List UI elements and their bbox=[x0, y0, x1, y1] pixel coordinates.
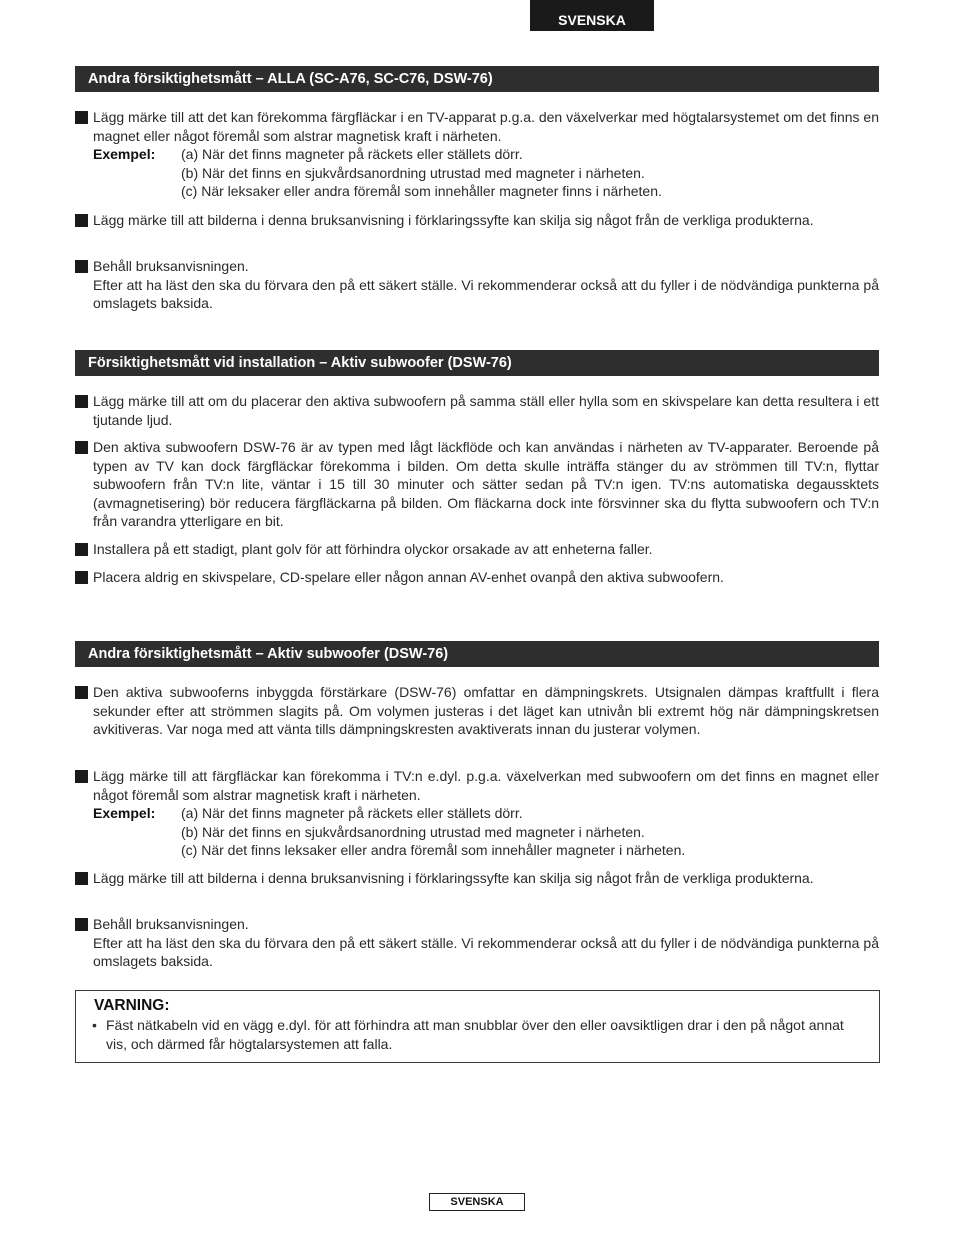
language-tab: SVENSKA bbox=[530, 0, 654, 31]
item-text: Den aktiva subwooferns inbyggda förstärkare (DSW-76) omfattar en dämpningskrets. Utsignalen dämpas kraftfullt i flera sekunder efter att strömmen slagits på. Om volymen justeras i det läget kan utnivån bli extremt hög när dämpningskretsen avkitiveras. Var noga med att vänta tills dämpningskresten avaktiverats innan du justerar volymen. bbox=[93, 684, 879, 738]
list-item bbox=[75, 540, 879, 559]
list-item bbox=[75, 683, 879, 739]
section-title-installation-precautions: Försiktighetsmått vid installation – Aktiv subwoofer (DSW-76) bbox=[75, 350, 879, 376]
example-line: (a) När det finns magneter på räckets eller ställets dörr. bbox=[181, 146, 523, 163]
item-text: Behåll bruksanvisningen. bbox=[93, 258, 249, 274]
list-item bbox=[75, 568, 879, 587]
item-text: Lägg märke till att om du placerar den aktiva subwoofern på samma ställ eller hylla som en skivspelare kan detta resultera i ett tjutande ljud. bbox=[93, 393, 879, 428]
list-item bbox=[75, 108, 879, 201]
list-item bbox=[75, 915, 879, 971]
warning-text: Fäst nätkabeln vid en vägg e.dyl. för att förhindra att man snubblar över den eller oavsiktligen drar i den på något annat vis, och därmed får högtalarsystemen att falla. bbox=[106, 1017, 844, 1052]
example-label: Exempel: bbox=[93, 146, 156, 163]
square-bullet-icon bbox=[75, 571, 88, 584]
bullet-dot-icon: • bbox=[92, 1017, 97, 1033]
list-item bbox=[75, 257, 879, 313]
square-bullet-icon bbox=[75, 543, 88, 556]
example-label: Exempel: bbox=[93, 805, 156, 822]
square-bullet-icon bbox=[75, 872, 88, 885]
example-block bbox=[93, 804, 879, 860]
warning-text-block bbox=[92, 1016, 864, 1053]
item-text: Placera aldrig en skivspelare, CD-spelare eller någon annan AV-enhet ovanpå den aktiva subwoofern. bbox=[93, 569, 724, 585]
item-text: Behåll bruksanvisningen. bbox=[93, 916, 249, 932]
item-subtext: Efter att ha läst den ska du förvara den på ett säkert ställe. Vi rekommenderar också att du fyller i de nödvändiga punkterna på omslagets baksida. bbox=[93, 276, 879, 312]
square-bullet-icon bbox=[75, 441, 88, 454]
list-item bbox=[75, 767, 879, 860]
square-bullet-icon bbox=[75, 770, 88, 783]
example-line: (b) När det finns en sjukvårdsanordning utrustad med magneter i närheten. bbox=[181, 164, 645, 181]
list-item bbox=[75, 392, 879, 429]
list-item bbox=[75, 869, 879, 888]
example-block bbox=[93, 145, 879, 201]
section-title-other-precautions-all: Andra försiktighetsmått – ALLA (SC-A76, SC-C76, DSW-76) bbox=[75, 66, 879, 92]
square-bullet-icon bbox=[75, 111, 88, 124]
example-line: (c) När det finns leksaker eller andra föremål som innehåller magneter i närheten. bbox=[181, 842, 686, 859]
square-bullet-icon bbox=[75, 918, 88, 931]
example-line: (a) När det finns magneter på räckets eller ställets dörr. bbox=[181, 805, 523, 822]
item-subtext: Efter att ha läst den ska du förvara den på ett säkert ställe. Vi rekommenderar också att du fyller i de nödvändiga punkterna på omslagets baksida. bbox=[93, 934, 879, 970]
list-item bbox=[75, 438, 879, 531]
warning-box bbox=[75, 990, 880, 1063]
square-bullet-icon bbox=[75, 260, 88, 273]
item-text: Lägg märke till att färgfläckar kan förekomma i TV:n e.dyl. p.g.a. växelverkan med subwoofern om det finns en magnet eller något föremål som alstrar magnetisk kraft i närheten. bbox=[93, 768, 879, 803]
section-title-other-precautions-subwoofer: Andra försiktighetsmått – Aktiv subwoofer (DSW-76) bbox=[75, 641, 879, 667]
square-bullet-icon bbox=[75, 686, 88, 699]
item-text: Lägg märke till att bilderna i denna bruksanvisning i förklaringssyfte kan skilja sig något från de verkliga produkterna. bbox=[93, 870, 814, 886]
square-bullet-icon bbox=[75, 395, 88, 408]
list-item bbox=[75, 211, 879, 230]
square-bullet-icon bbox=[75, 214, 88, 227]
example-line: (b) När det finns en sjukvårdsanordning utrustad med magneter i närheten. bbox=[181, 823, 645, 840]
item-text: Den aktiva subwoofern DSW-76 är av typen med lågt läckflöde och kan användas i närheten av TV-apparater. Beroende på typen av TV kan dock färgfläckar förekomma i bilden. Om detta skulle inträffa stänger du av strömmen till TV:n, flyttar subwoofern från TV:n lite, väntar i 15 till 30 minuter och sätter sedan på TV:n igen. TV:ns automatiska degaussktets (avmagnetisering) bör reducera färgfläckarna på bilden. Om fläckarna dock inte försvinner ska du flytta subwoofern och TV:n från varandra ytterligare en bit. bbox=[93, 439, 879, 530]
item-text: Installera på ett stadigt, plant golv för att förhindra olyckor orsakade av att enheterna faller. bbox=[93, 541, 653, 557]
example-line: (c) När leksaker eller andra föremål som innehåller magneter finns i närheten. bbox=[181, 183, 662, 200]
item-text: Lägg märke till att det kan förekomma färgfläckar i en TV-apparat p.g.a. den växelverkar med högtalarsystemet om det finns en magnet eller något föremål som alstrar magnetisk kraft i närheten. bbox=[93, 109, 879, 144]
item-text: Lägg märke till att bilderna i denna bruksanvisning i förklaringssyfte kan skilja sig något från de verkliga produkterna. bbox=[93, 212, 814, 228]
footer-language-tab: SVENSKA bbox=[429, 1193, 525, 1211]
warning-title: VARNING: bbox=[94, 997, 170, 1014]
